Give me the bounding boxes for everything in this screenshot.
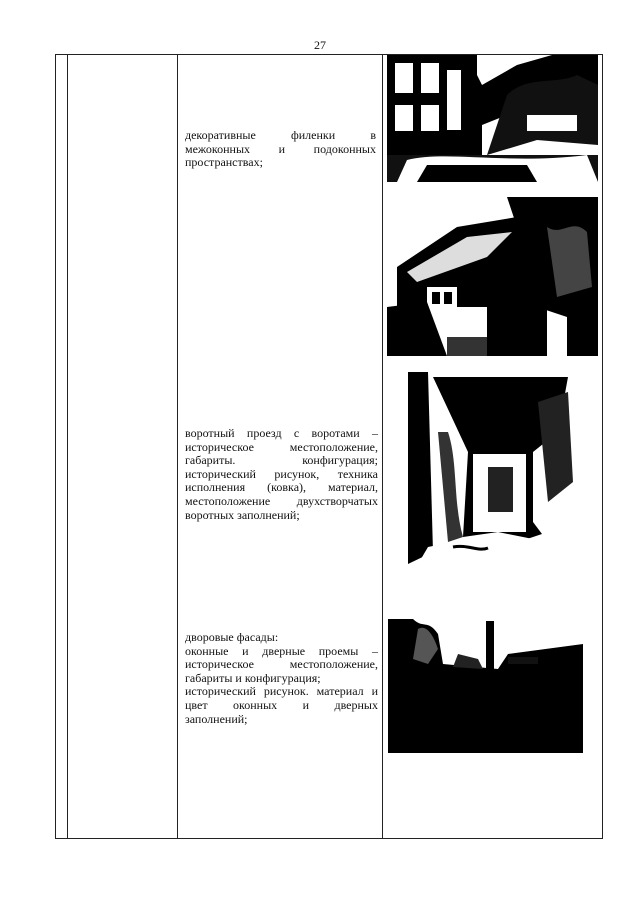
description-text: воротный проезд с воротами – историческое местоположение, габариты. конфигурация; исторический рисунок, техника исполнения (ковка), материал, местоположение двухстворчатых воротных заполнений; [185,426,378,522]
yard-facade-photo-icon [388,619,584,753]
courtyard-house-photo-icon [387,197,598,356]
table [55,54,603,839]
column-divider [177,55,178,838]
page-number: 27 [314,38,326,52]
building-facade-photo-icon [387,55,598,182]
gate-passage-photo-icon [408,372,578,564]
column-divider [382,55,383,838]
description-text: декоративные филенки в межоконных и подоконных пространствах; [185,128,376,170]
column-divider [67,55,68,838]
description-text: дворовые фасады: оконные и дверные проемы – историческое местоположение, габариты и конфигурация; исторический рисунок. материал и цвет оконных и дверных заполнений; [185,630,378,726]
